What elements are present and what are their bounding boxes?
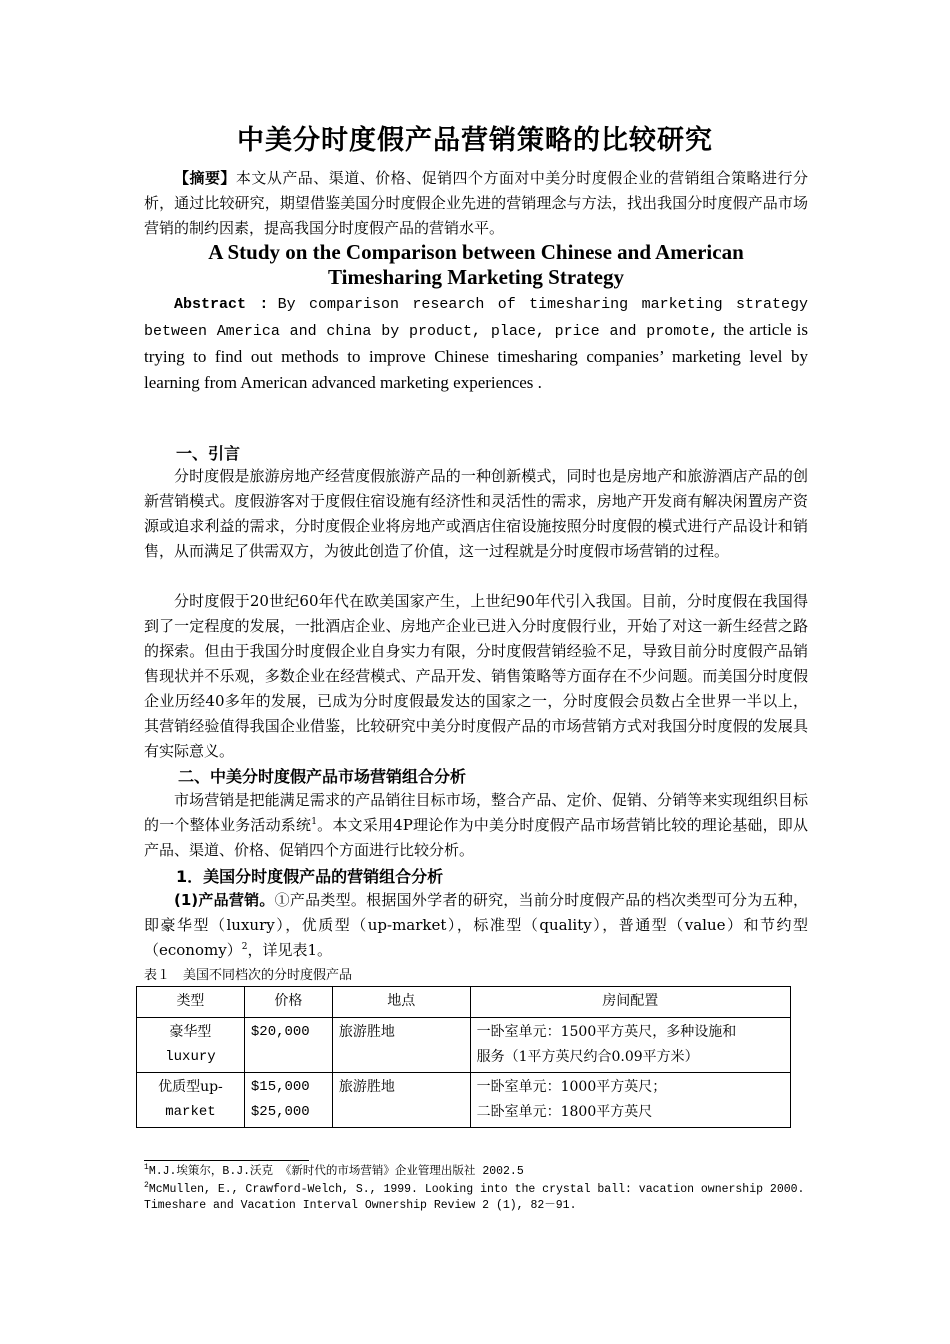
cell-price-line2: $25,000 xyxy=(250,1104,310,1120)
footnote-divider xyxy=(144,1160,309,1161)
english-abstract-text: the article is trying to find out methods to improve Chinese timesharing companies’ marketing level by learning from American advanced marketing experiences . xyxy=(144,320,809,392)
subsection1-heading: 1．美国分时度假产品的营销组合分析 xyxy=(176,867,444,886)
footnote-1 xyxy=(144,1164,808,1180)
english-title-line1: A Study on the Comparison between Chinese and American xyxy=(208,240,744,264)
chinese-abstract xyxy=(144,166,808,241)
header-price: 价格 xyxy=(244,987,332,1018)
cell-room-config xyxy=(470,1073,790,1128)
table-row xyxy=(137,1073,791,1128)
cell-price xyxy=(244,1018,332,1073)
cell-config-line2: 服务（1平方英尺约合0.09平方米） xyxy=(476,1049,699,1065)
section1-paragraph2: 分时度假于20世纪60年代在欧美国家产生，上世纪90年代引入我国。目前，分时度假在我国得到了一定程度的发展，一批酒店企业、房地产企业已进入分时度假行业，开始了对这一新生经营之路的探索。但由于我国分时度假企业自身实力有限，分时度假营销经验不足，导致目前分时度假产品销售现状并不乐观，多数企业在经营模式、产品开发、销售策略等方面存在不少问题。而美国分时度假企业历经40多年的发展，已成为分时度假最发达的国家之一，分时度假会员数占全世界一半以上，其营销经验值得我国企业借鉴，比较研究中美分时度假产品的市场营销方式对我国分时度假的发展具有实际意义。 xyxy=(144,592,808,760)
cell-type-cn: 优质型up- xyxy=(158,1079,223,1095)
section2-paragraph2 xyxy=(144,888,808,963)
product-marketing-label: (1)产品营销。 xyxy=(174,891,275,909)
footnote-2 xyxy=(144,1182,808,1214)
table-row xyxy=(137,1018,791,1073)
cell-location: 旅游胜地 xyxy=(332,1073,470,1128)
timeshare-table xyxy=(136,986,791,1128)
cell-type-en: luxury xyxy=(165,1049,216,1065)
section2-paragraph1-part2: 。本文采用4P理论作为中美分时度假产品市场营销比较的理论基础，即从产品、渠道、价格、促销四个方面进行比较分析。 xyxy=(144,816,808,859)
english-abstract xyxy=(144,291,808,396)
page-title: 中美分时度假产品营销策略的比较研究 xyxy=(237,125,713,156)
english-title-line2: Timesharing Marketing Strategy xyxy=(328,265,624,289)
english-abstract-label: Abstract : xyxy=(174,296,269,313)
header-room-config: 房间配置 xyxy=(470,987,790,1018)
cell-type-en: market xyxy=(165,1104,216,1120)
cell-type xyxy=(137,1073,245,1128)
footnote-2-text: McMullen, E., Crawford-Welch, S., 1999. Looking into the crystal ball: vacation ownership 2000. Timeshare and Vacation Interval Ownership Review 2 (1), 82－91. xyxy=(144,1183,805,1212)
english-title xyxy=(144,240,808,290)
section2-paragraph2-part1: ①产品类型。根据国外学者的研究，当前分时度假产品的档次类型可分为五种，即豪华型（luxury），优质型（up-market），标准型（quality），普通型（value）和节约型（economy） xyxy=(144,891,808,959)
footnote-ref-2: 2 xyxy=(241,942,248,952)
cell-room-config xyxy=(470,1018,790,1073)
header-location: 地点 xyxy=(332,987,470,1018)
cell-price xyxy=(244,1073,332,1128)
cell-config-line1: 一卧室单元：1500平方英尺，多种设施和 xyxy=(476,1024,737,1040)
section2-heading: 二、中美分时度假产品市场营销组合分析 xyxy=(178,767,467,786)
section1-paragraph1: 分时度假是旅游房地产经营度假旅游产品的一种创新模式，同时也是房地产和旅游酒店产品的创新营销模式。度假游客对于度假住宿设施有经济性和灵活性的需求，房地产开发商有解决闲置房产资源或追求利益的需求，分时度假企业将房地产或酒店住宿设施按照分时度假的模式进行产品设计和销售，从而满足了供需双方，为彼此创造了价值，这一过程就是分时度假市场营销的过程。 xyxy=(144,467,808,560)
cell-config-line2: 二卧室单元：1800平方英尺 xyxy=(476,1104,653,1120)
table-caption: 表１ 美国不同档次的分时度假产品 xyxy=(144,968,353,983)
cell-config-line1: 一卧室单元：1000平方英尺； xyxy=(476,1079,667,1095)
section1-heading: 一、引言 xyxy=(176,444,241,463)
section2-paragraph1 xyxy=(144,788,808,863)
cell-type xyxy=(137,1018,245,1073)
abstract-label: 【摘要】 xyxy=(174,169,236,187)
header-type: 类型 xyxy=(137,987,245,1018)
footnote-ref-1: 1 xyxy=(311,817,317,827)
footnote-1-number: 1 xyxy=(144,1163,149,1173)
footnote-2-number: 2 xyxy=(144,1181,149,1191)
footnote-1-text: M.J.埃策尔，B.J.沃克 《新时代的市场营销》企业管理出版社 2002.5 xyxy=(148,1165,524,1178)
table-header-row xyxy=(137,987,791,1018)
cell-price-line1: $20,000 xyxy=(250,1024,310,1040)
section2-paragraph2-part2: ，详见表1。 xyxy=(247,941,332,959)
english-abstract-mono-text: By comparison research of timesharing marketing strategy between America and china by product, place, price and promote, xyxy=(144,296,808,340)
cell-location: 旅游胜地 xyxy=(332,1018,470,1073)
cell-price-line1: $15,000 xyxy=(250,1079,310,1095)
cell-type-cn: 豪华型 xyxy=(169,1024,212,1040)
abstract-text: 本文从产品、渠道、价格、促销四个方面对中美分时度假企业的营销组合策略进行分析，通过比较研究，期望借鉴美国分时度假企业先进的营销理念与方法，找出我国分时度假产品市场营销的制约因素，提高我国分时度假产品的营销水平。 xyxy=(144,169,808,237)
section2-paragraph1-part1: 市场营销是把能满足需求的产品销往目标市场，整合产品、定价、促销、分销等来实现组织目标的一个整体业务活动系统 xyxy=(144,791,808,834)
